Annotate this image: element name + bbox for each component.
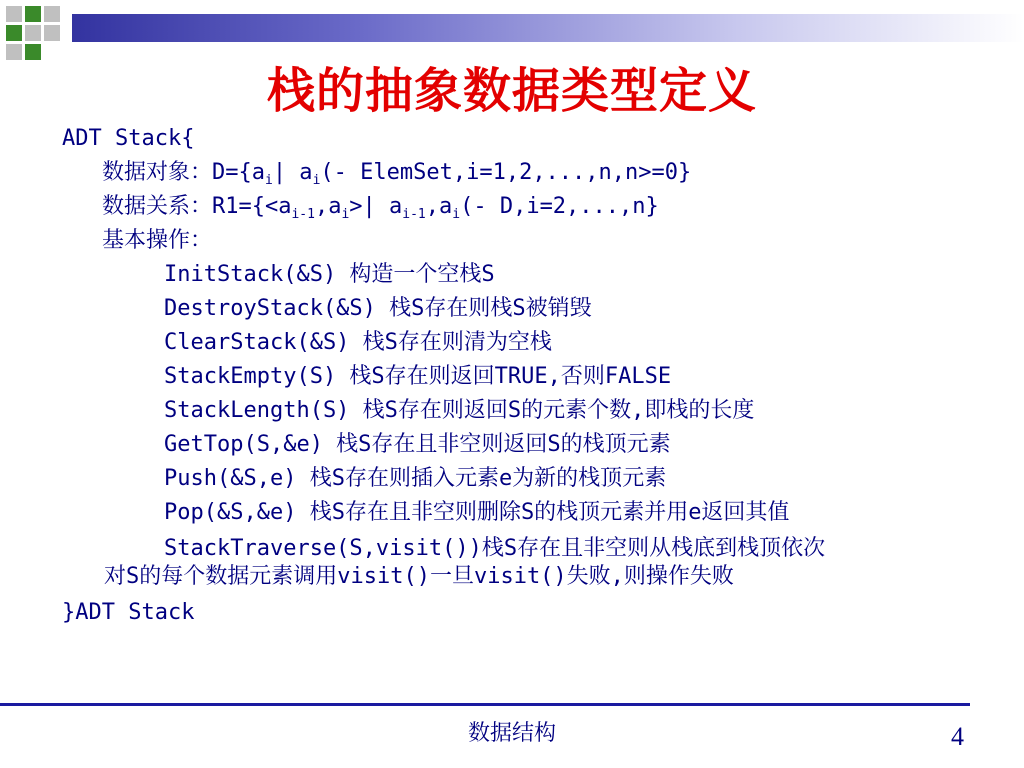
header-gradient-bar <box>72 14 1024 42</box>
op-pop: Pop(&S,&e) 栈S存在且非空则删除S的栈顶元素并用e返回其值 <box>164 500 790 525</box>
basic-operations-label: 基本操作： <box>102 228 213 253</box>
op-stack-traverse: StackTraverse(S,visit())栈S存在且非空则从栈底到栈顶依次 <box>164 536 826 561</box>
op-stack-traverse-continuation: 对S的每个数据元素调用visit()一旦visit()失败,则操作失败 <box>104 564 734 589</box>
page-number: 4 <box>951 722 964 751</box>
op-init-stack: InitStack(&S) 构造一个空栈S <box>164 262 495 287</box>
op-get-top: GetTop(S,&e) 栈S存在且非空则返回S的栈顶元素 <box>164 432 671 457</box>
op-push: Push(&S,e) 栈S存在则插入元素e为新的栈顶元素 <box>164 466 667 491</box>
op-stack-empty: StackEmpty(S) 栈S存在则返回TRUE,否则FALSE <box>164 364 672 389</box>
op-clear-stack: ClearStack(&S) 栈S存在则清为空栈 <box>164 330 552 355</box>
footer-divider <box>0 703 970 706</box>
adt-header: ADT Stack{ <box>62 126 195 151</box>
op-destroy-stack: DestroyStack(&S) 栈S存在则栈S被销毁 <box>164 296 592 321</box>
adt-footer: }ADT Stack <box>62 600 195 625</box>
data-objects-line: 数据对象：$D=\{a_i|$ $a_i(-$ ElemSet,i=1,2,...,n,n>=0} <box>102 160 692 188</box>
slide-title: 栈的抽象数据类型定义 <box>266 63 757 119</box>
data-relations-line: 数据关系：$R1=\{<a_{i-1},a_i>|$ $a_{i-1},a_i(-$ D,i=2,...,n} <box>102 194 659 222</box>
footer-text: 数据结构 <box>467 720 556 745</box>
op-stack-length: StackLength(S) 栈S存在则返回S的元素个数,即栈的长度 <box>164 398 755 423</box>
